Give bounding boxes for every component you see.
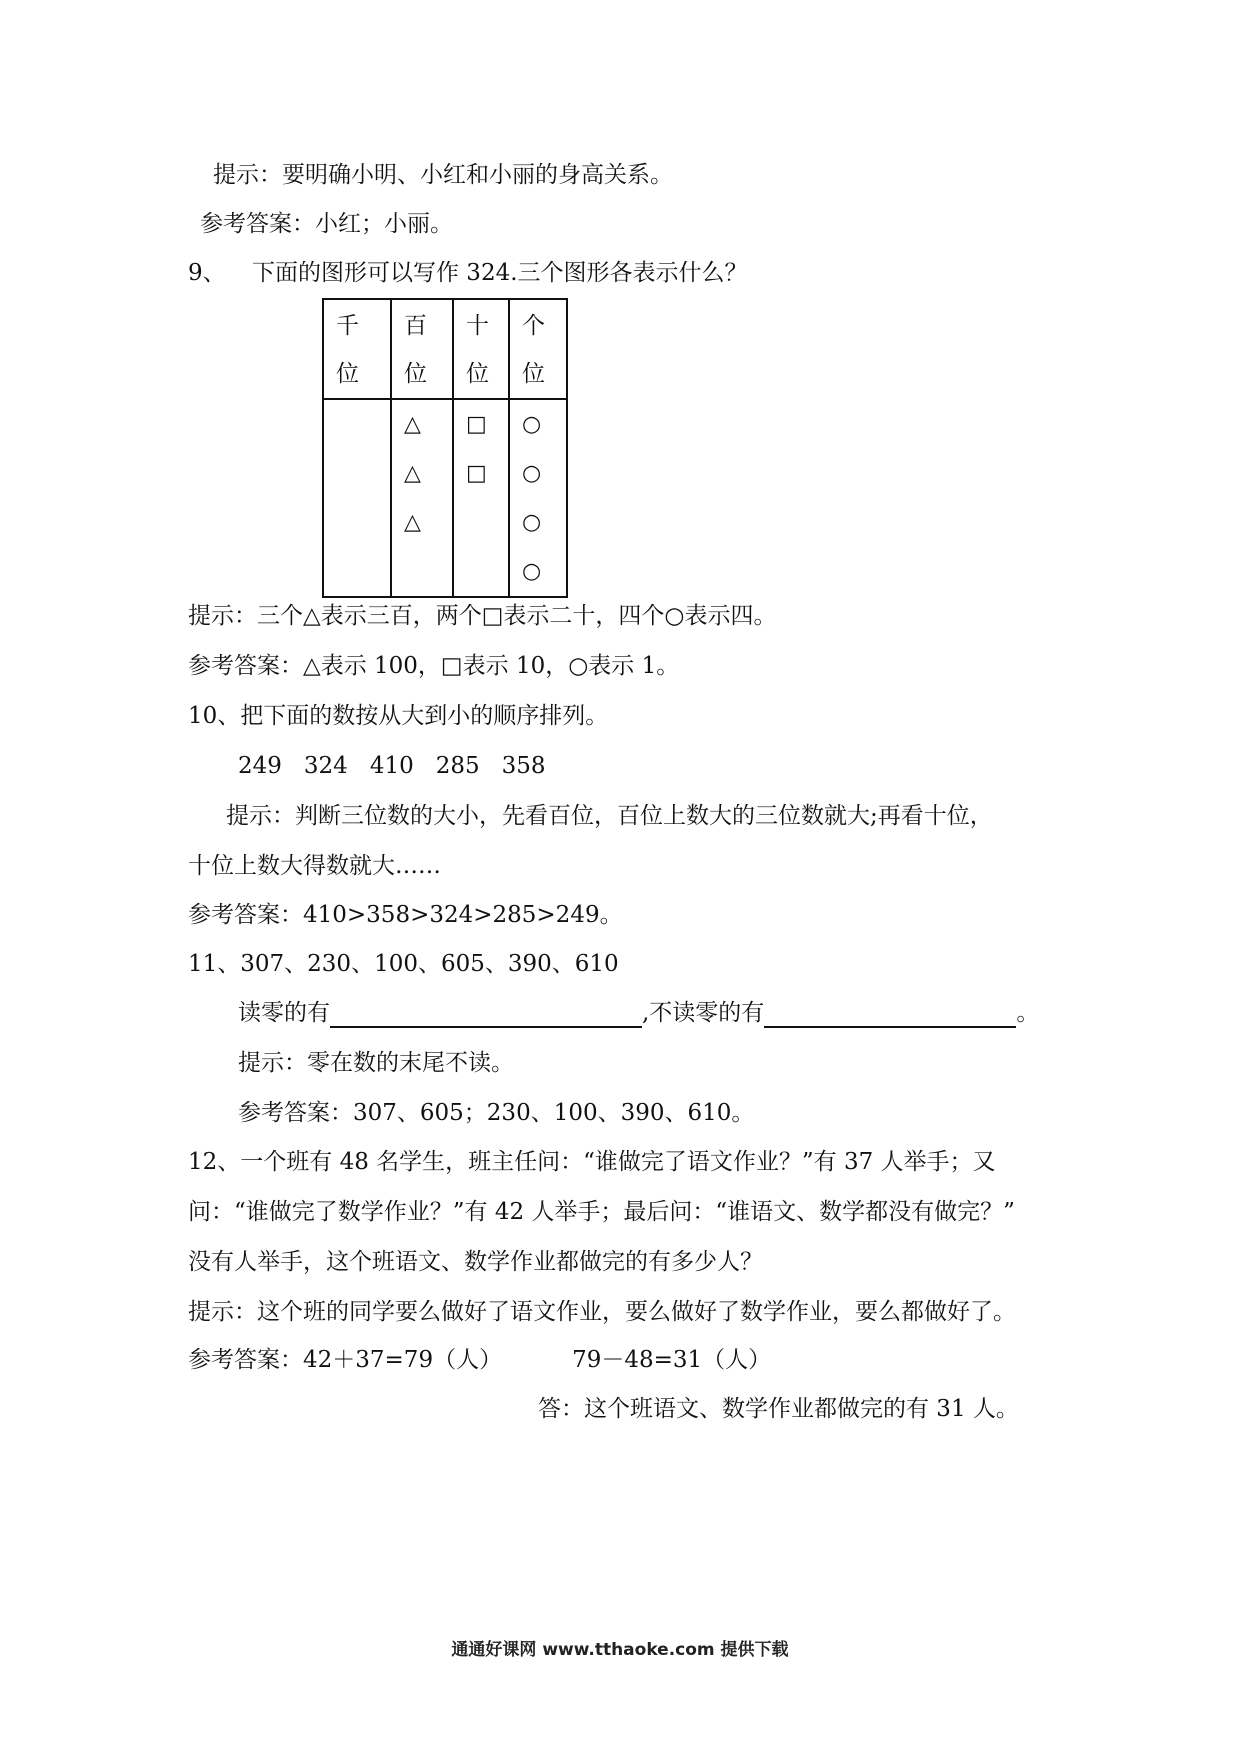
header-tens: 十 位	[453, 299, 509, 399]
number-item: 285	[435, 753, 480, 779]
q11-question: 11、307、230、100、605、390、610	[188, 951, 619, 977]
q12-answer-step1: 参考答案：42＋37=79（人）	[188, 1347, 503, 1373]
fill-end-label: 。	[1016, 1000, 1040, 1026]
q11-fill-line	[238, 998, 1039, 1028]
q12-answer-line	[188, 1345, 771, 1375]
circle-icon: ○	[522, 461, 542, 486]
place-value-header-row	[323, 299, 567, 399]
q12-question-line2: 问：“谁做完了数学作业？”有 42 人举手；最后问：“谁语文、数学都没有做完？”	[188, 1199, 1015, 1225]
q9-hint: 提示：三个△表示三百，两个□表示二十，四个○表示四。	[188, 603, 777, 629]
q12-conclusion: 答：这个班语文、数学作业都做完的有 31 人。	[538, 1396, 1019, 1422]
cell-hundreds	[391, 399, 453, 597]
fill-middle-label: ,不读零的有	[642, 1000, 765, 1026]
q9-question: 下面的图形可以写作 324.三个图形各表示什么？	[252, 260, 748, 286]
cell-thousands	[323, 399, 391, 597]
q10-answer: 参考答案：410>358>324>285>249。	[188, 902, 623, 928]
read-zero-blank[interactable]	[330, 1000, 642, 1028]
fill-prefix-label: 读零的有	[238, 1000, 330, 1026]
number-item: 410	[369, 753, 414, 779]
number-item: 358	[501, 753, 546, 779]
triangle-icon: △	[404, 461, 421, 486]
triangle-icon: △	[404, 412, 421, 437]
square-icon: □	[466, 412, 487, 437]
q12-question-line1: 12、一个班有 48 名学生，班主任问：“谁做完了语文作业？”有 37 人举手；又	[188, 1149, 996, 1175]
q10-hint-line2: 十位上数大得数就大……	[188, 853, 441, 879]
number-item: 249	[238, 753, 282, 779]
q11-hint: 提示：零在数的末尾不读。	[238, 1050, 514, 1076]
header-thousands: 千 位	[323, 299, 391, 399]
number-item: 324	[303, 753, 348, 779]
q9-number: 9、	[188, 260, 226, 286]
q10-hint-line1: 提示：判断三位数的大小，先看百位，百位上数大的三位数就大;再看十位，	[226, 803, 993, 829]
cell-tens	[453, 399, 509, 597]
square-icon: □	[466, 461, 487, 486]
place-value-symbol-row	[323, 399, 567, 597]
q12-answer-step2: 79－48=31（人）	[572, 1347, 772, 1373]
q8-answer: 参考答案：小红；小丽。	[200, 211, 453, 237]
place-value-table	[322, 298, 568, 598]
q12-question-line3: 没有人举手，这个班语文、数学作业都做完的有多少人？	[188, 1249, 763, 1275]
circle-icon: ○	[522, 412, 542, 437]
header-hundreds: 百 位	[391, 299, 453, 399]
page-footer: 通通好课网 www.tthaoke.com 提供下载	[451, 1640, 789, 1660]
cell-ones	[509, 399, 567, 597]
q12-hint: 提示：这个班的同学要么做好了语文作业，要么做好了数学作业，要么都做好了。	[188, 1299, 1016, 1325]
circle-icon: ○	[522, 510, 542, 535]
q10-question: 10、把下面的数按从大到小的顺序排列。	[188, 703, 609, 729]
q9-answer: 参考答案：△表示 100，□表示 10，○表示 1。	[188, 653, 680, 679]
header-ones: 个 位	[509, 299, 567, 399]
triangle-icon: △	[404, 510, 421, 535]
q10-numbers	[238, 751, 546, 781]
not-read-zero-blank[interactable]	[764, 1000, 1016, 1028]
circle-icon: ○	[522, 559, 542, 584]
q11-answer: 参考答案：307、605；230、100、390、610。	[238, 1100, 755, 1126]
q8-hint: 提示：要明确小明、小红和小丽的身高关系。	[213, 162, 673, 188]
